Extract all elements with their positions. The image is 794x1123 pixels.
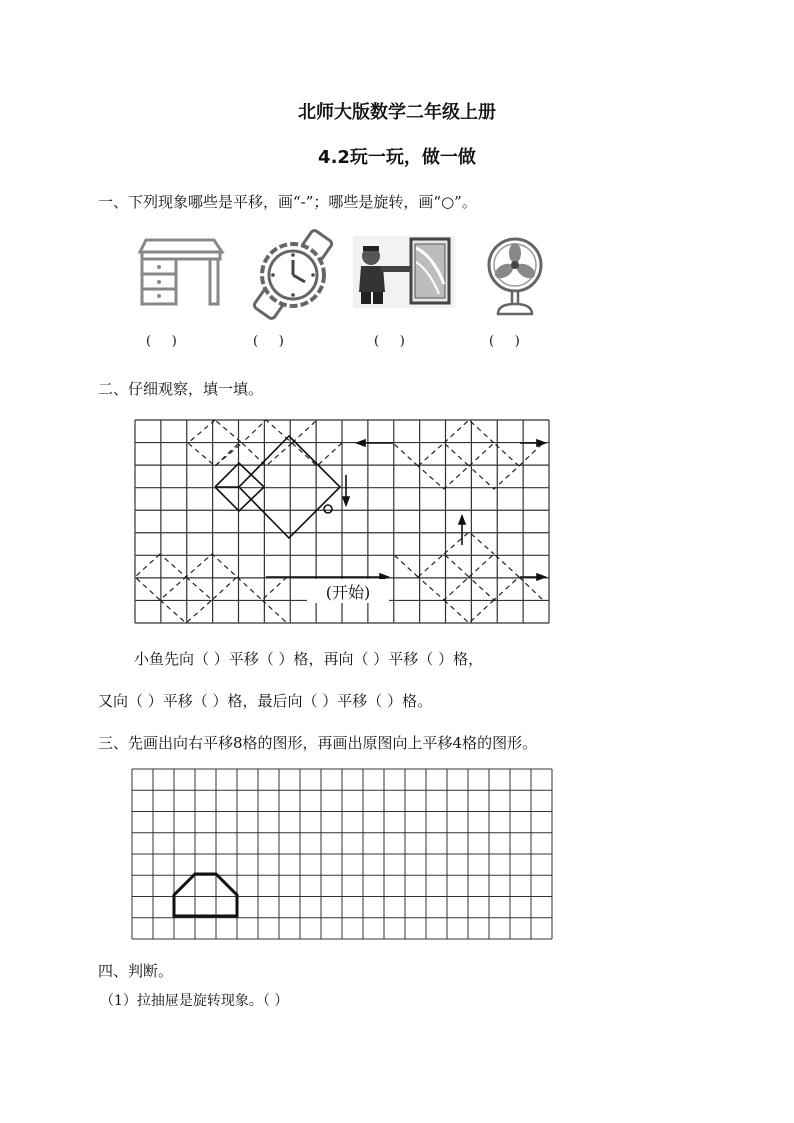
original-shape: [174, 874, 237, 916]
desk-icon: [138, 238, 224, 308]
q1-prompt: 一、下列现象哪些是平移，画“-”；哪些是旋转，画“○”。: [98, 193, 477, 211]
fan-icon: [484, 236, 546, 318]
q2-prompt: 二、仔细观察，填一填。: [98, 380, 264, 398]
q3-prompt: 三、先画出向右平移8格的图形，再画出原图向上平移4格的图形。: [98, 734, 538, 752]
q2-fill-line-2[interactable]: 又向（ ）平移（ ）格，最后向（ ）平移（ ）格。: [98, 692, 433, 710]
page-title: 北师大版数学二年级上册: [298, 102, 496, 123]
start-label: (开始): [325, 583, 371, 602]
lesson-subtitle: 4.2玩一玩，做一做: [318, 147, 476, 168]
window-push-icon: [353, 236, 455, 308]
translation-grid: [132, 769, 552, 939]
q2-fill-line-1[interactable]: 小鱼先向（ ）平移（ ）格，再向（ ）平移（ ）格，: [134, 650, 484, 668]
fish-grid: [135, 420, 549, 623]
q4-prompt: 四、判断。: [98, 962, 174, 980]
q1-answer-fan[interactable]: ( ): [489, 334, 520, 349]
q1-answer-desk[interactable]: ( ): [146, 334, 177, 349]
q1-answer-window[interactable]: ( ): [374, 334, 405, 349]
q4-item-1[interactable]: （1）拉抽屉是旋转现象。（ ）: [100, 993, 289, 1009]
watch-icon: [250, 230, 336, 320]
q1-answer-watch[interactable]: ( ): [253, 334, 284, 349]
